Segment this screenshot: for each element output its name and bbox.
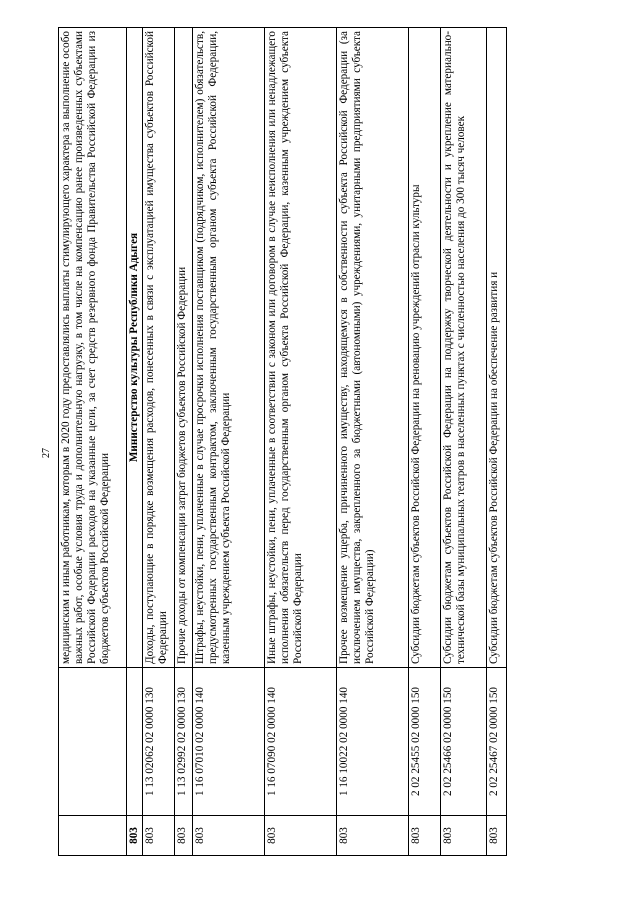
- table-row: [59, 28, 127, 856]
- table-row: [337, 28, 409, 856]
- rotated-table-container: [58, 28, 578, 856]
- revenue-name-cell: Субсидии бюджетам субъектов Российской Федерации на поддержку творческой деятельности и укрепление материально-технической базы муниципальных театров в населенных пунктах с численностью населения до 300 тысяч человек: [441, 28, 487, 668]
- table-row: [487, 28, 507, 856]
- table-row: [441, 28, 487, 856]
- admin-code-cell: [59, 816, 127, 856]
- admin-code-cell: 803: [265, 816, 337, 856]
- admin-code-cell: 803: [193, 816, 265, 856]
- table-row: [193, 28, 265, 856]
- admin-code-cell: 803: [143, 816, 175, 856]
- admin-code-cell: 803: [175, 816, 193, 856]
- revenue-code-cell: 2 02 25466 02 0000 150: [441, 668, 487, 816]
- revenue-code-cell: [59, 668, 127, 816]
- admin-code-cell: 803: [127, 816, 143, 856]
- revenue-code-cell: 1 16 07010 02 0000 140: [193, 668, 265, 816]
- revenue-code-cell: 1 13 02062 02 0000 130: [143, 668, 175, 816]
- revenue-name-cell: Субсидии бюджетам субъектов Российской Федерации на обеспечение развития и: [487, 28, 507, 668]
- ministry-header-row: [127, 28, 143, 856]
- revenue-name-cell: Субсидии бюджетам субъектов Российской Федерации на реновацию учреждений отрасли культуры: [409, 28, 441, 668]
- table-row: [175, 28, 193, 856]
- revenue-codes-table: [58, 27, 507, 856]
- revenue-name-cell: Штрафы, неустойки, пени, уплаченные в случае просрочки исполнения поставщиком (подрядчиком, исполнителем) обязательств, предусмотренных государственным контрактом, заключенным государственным органом субъекта Российской Федерации, казенным учреждением субъекта Российской Федерации: [193, 28, 265, 668]
- revenue-name-cell: Прочие доходы от компенсации затрат бюджетов субъектов Российской Федерации: [175, 28, 193, 668]
- revenue-name-cell: медицинским и иным работникам, которым в 2020 году предоставлялись выплаты стимулирующего характера за выполнение особо важных работ, особые условия труда и дополнительную нагрузку, в том числе на компенсацию ранее произведенных субъектами Российской Федерации расходов на указанные цели, за счет средств резервного фонда Правительства Российской Федерации из бюджетов субъектов Российской Федерации: [59, 28, 127, 668]
- page-number: 27: [41, 448, 52, 458]
- table-row: [409, 28, 441, 856]
- revenue-name-cell: Доходы, поступающие в порядке возмещения расходов, понесенных в связи с эксплуатацией имущества субъектов Российской Федерации: [143, 28, 175, 668]
- admin-code-cell: 803: [337, 816, 409, 856]
- ministry-name-cell: Министерство культуры Республики Адыгея: [127, 28, 143, 668]
- table-row: [143, 28, 175, 856]
- revenue-code-cell: 1 16 10022 02 0000 140: [337, 668, 409, 816]
- revenue-code-cell: [127, 668, 143, 816]
- revenue-code-cell: 2 02 25455 02 0000 150: [409, 668, 441, 816]
- admin-code-cell: 803: [441, 816, 487, 856]
- revenue-name-cell: Иные штрафы, неустойки, пени, уплаченные в соответствии с законом или договором в случае неисполнения или ненадлежащего исполнения обязательств перед государственным органом субъекта Российской Федерации, казенным учреждением субъекта Российской Федерации: [265, 28, 337, 668]
- admin-code-cell: 803: [487, 816, 507, 856]
- table-row: [265, 28, 337, 856]
- revenue-code-cell: 1 13 02992 02 0000 130: [175, 668, 193, 816]
- admin-code-cell: 803: [409, 816, 441, 856]
- revenue-code-cell: 1 16 07090 02 0000 140: [265, 668, 337, 816]
- revenue-name-cell: Прочее возмещение ущерба, причиненного имуществу, находящемуся в собственности субъекта Российской Федерации (за исключением имущества, закрепленного за бюджетными (автономными) учреждениями, унитарными предприятиями субъекта Российской Федерации): [337, 28, 409, 668]
- revenue-code-cell: 2 02 25467 02 0000 150: [487, 668, 507, 816]
